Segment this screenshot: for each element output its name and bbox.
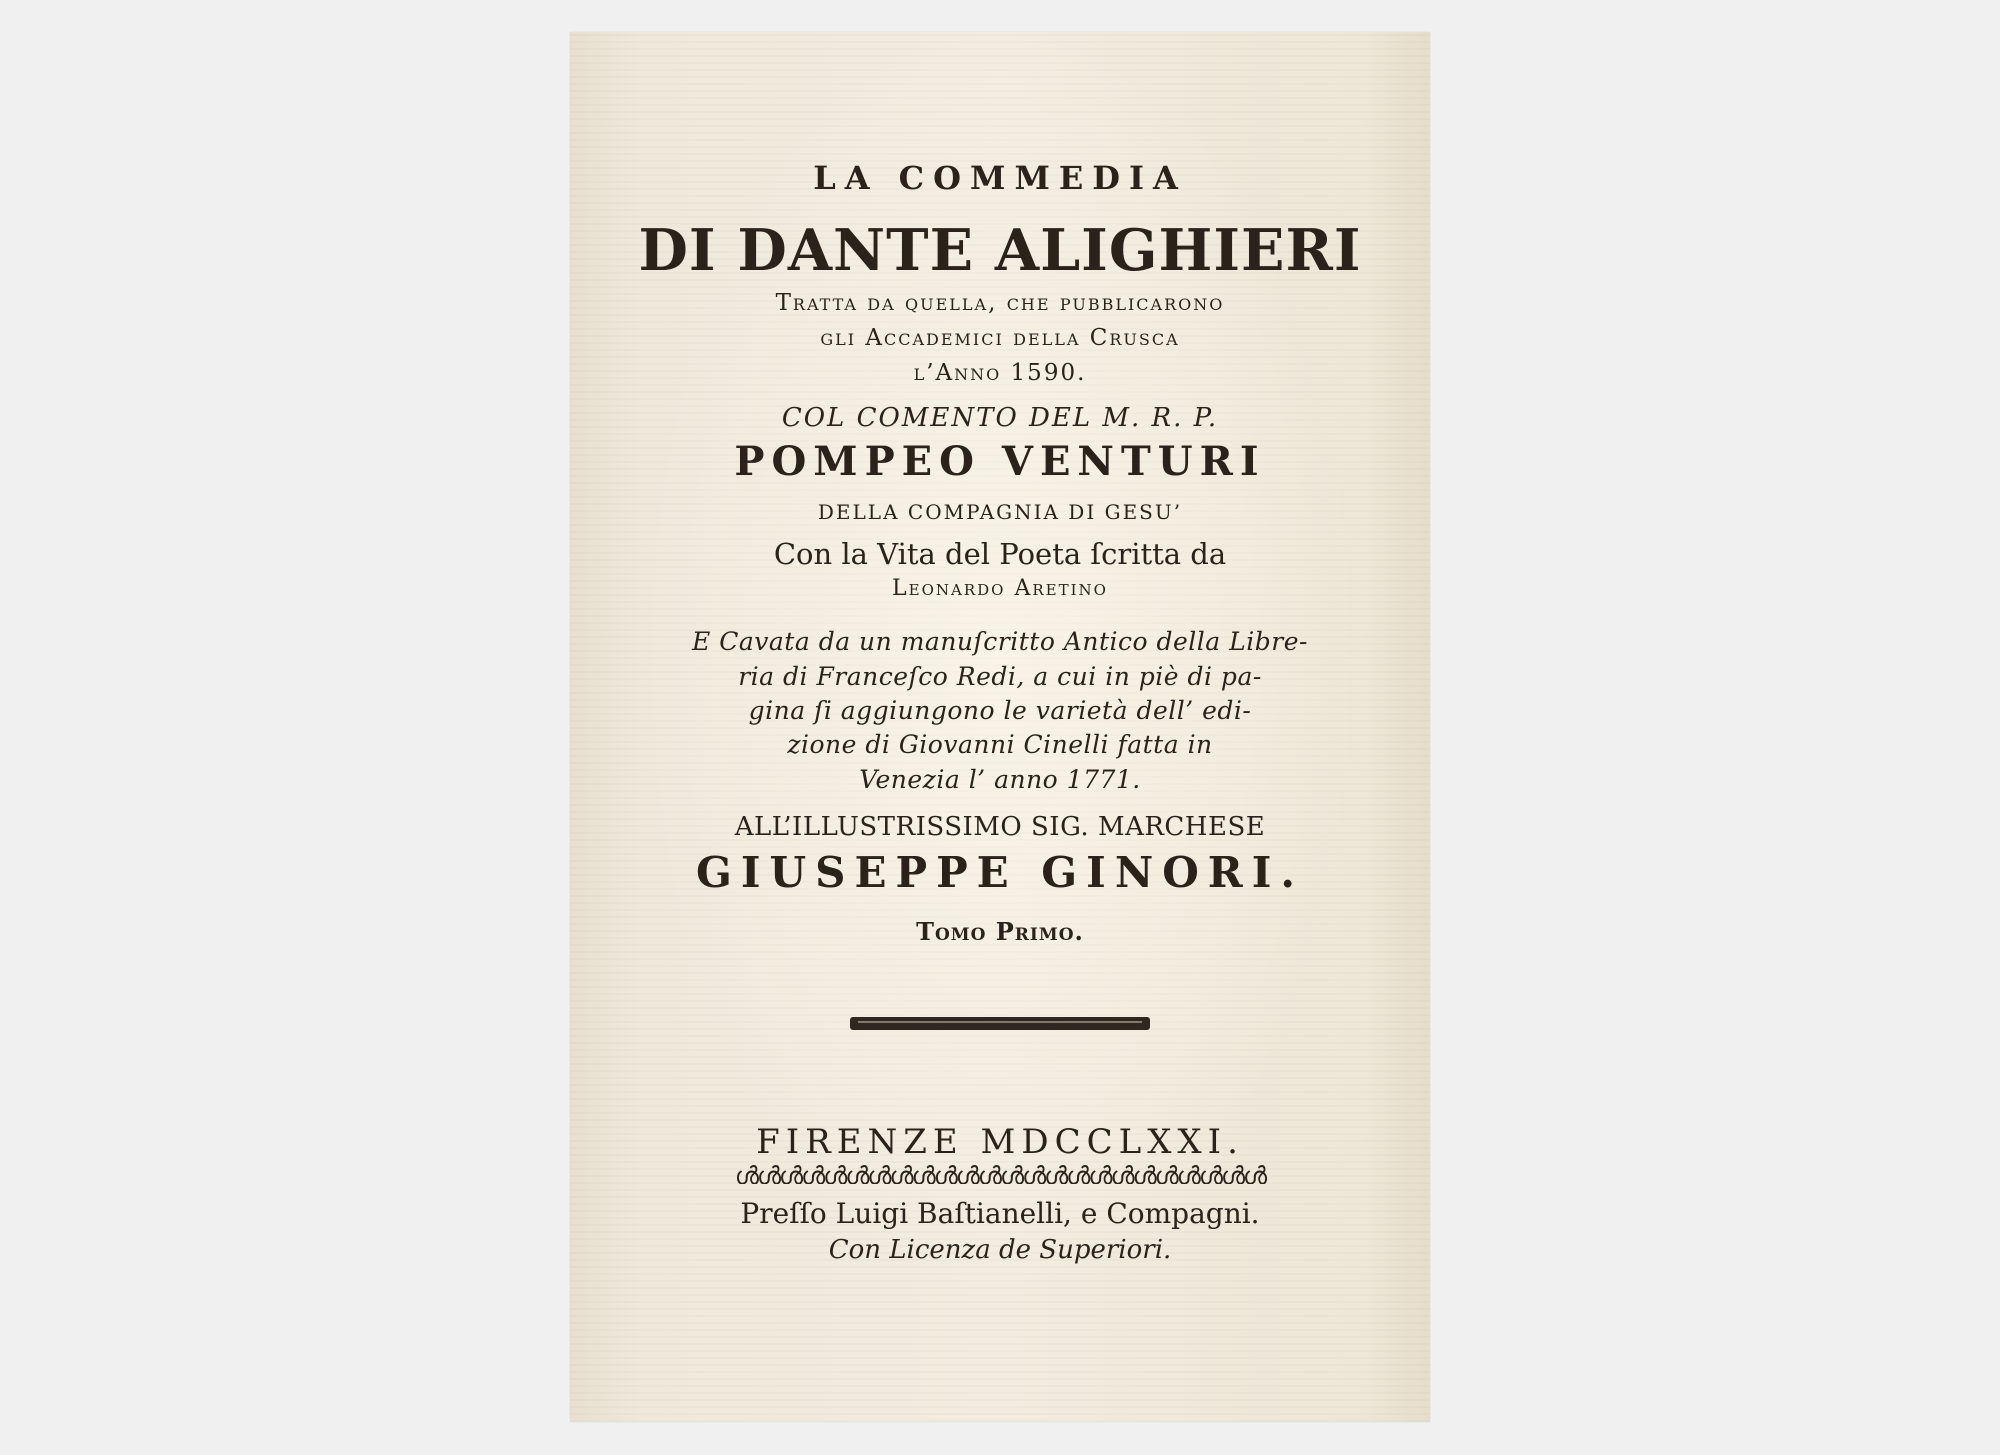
vita-line-1: Con la Vita del Poeta ſcritta da [773, 537, 1227, 571]
dedicatee-name: GIUSEPPE GINORI. [696, 848, 1304, 897]
license-line: Con Licenza de Superiori. [828, 1235, 1172, 1265]
title-line-2: DI DANTE ALIGHIERI [638, 217, 1362, 284]
society-line: DELLA COMPAGNIA DI GESU’ [817, 500, 1183, 524]
vita-line-2: Leonardo Aretino [892, 576, 1108, 601]
title-line-1: LA COMMEDIA [813, 159, 1187, 197]
italic-paragraph-line: E Cavata da un manuſcritto Antico della Libre- [692, 627, 1308, 656]
comento-line: COL COMENTO DEL M. R. P. [781, 403, 1219, 433]
italic-paragraph-line: Venezia l’ anno 1771. [859, 765, 1141, 794]
printer-line: Preſſo Luigi Baſtianelli, e Compagni. [740, 1197, 1260, 1230]
subtitle-line-2: gli Accademici della Crusca [820, 325, 1180, 351]
dedication-line: ALL’ILLUSTRISSIMO SIG. MARCHESE [734, 812, 1266, 842]
italic-paragraph-line: zione di Giovanni Cinelli fatta in [787, 730, 1213, 759]
author-name: POMPEO VENTURI [734, 438, 1266, 485]
title-page [570, 32, 1430, 1422]
ornament-band: ൾൾൾൾൾൾൾൾൾൾൾൾൾൾൾൾൾൾൾൾൾൾൾൾ [734, 1162, 1266, 1184]
subtitle-line-1: Tratta da quella, che pubblicarono [775, 290, 1225, 316]
printer-rule [850, 1017, 1150, 1030]
italic-paragraph-line: ria di Franceſco Redi, a cui in piè di pa- [738, 662, 1262, 691]
place-and-date: FIRENZE MDCCLXXI. [756, 1122, 1244, 1162]
volume-label: Tomo Primo. [916, 917, 1084, 946]
subtitle-line-3: l’Anno 1590. [913, 360, 1087, 386]
italic-paragraph-line: gina ſi aggiungono le varietà dell’ edi- [748, 696, 1252, 725]
